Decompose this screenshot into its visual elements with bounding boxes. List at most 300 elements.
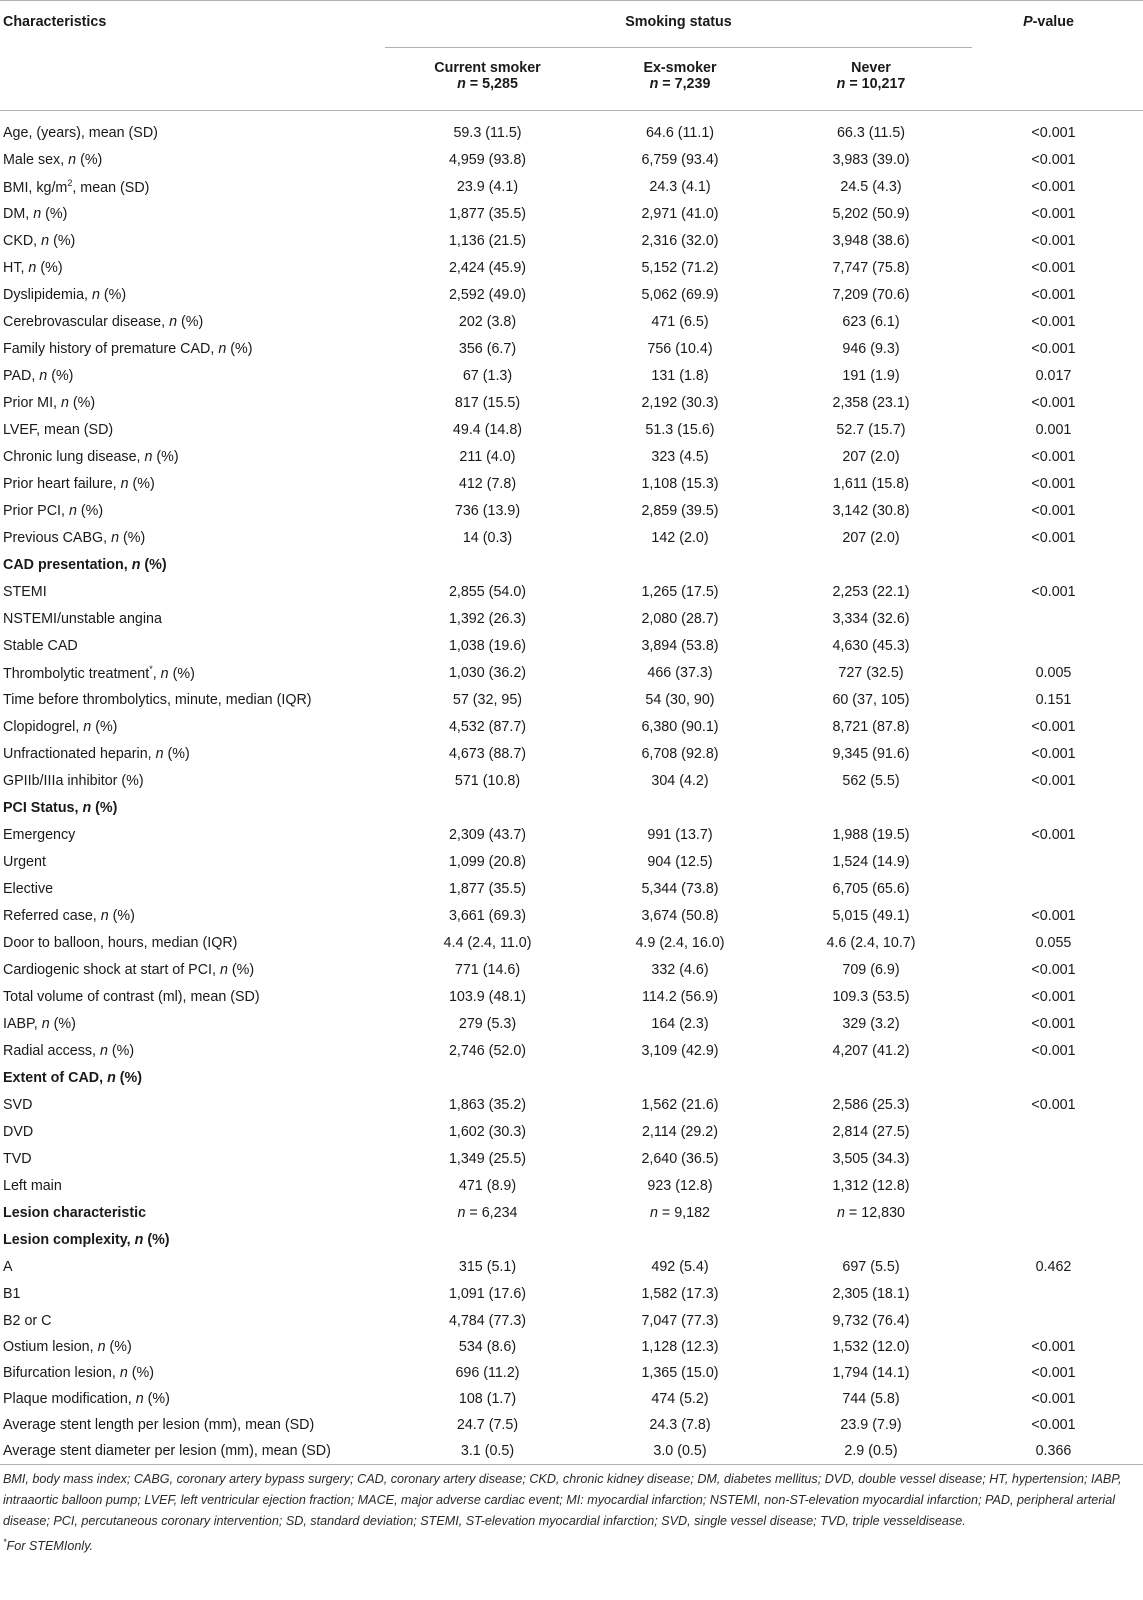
cell-p-value: <0.001 <box>1031 232 1076 249</box>
cell-never: 697 (5.5) <box>842 1258 900 1275</box>
table-row <box>0 173 1143 200</box>
table-row <box>0 686 1143 713</box>
cell-ex <box>590 1064 770 1091</box>
cell-ex: 1,128 (12.3) <box>641 1339 719 1355</box>
cell-ex: 164 (2.3) <box>651 1015 709 1032</box>
table-row <box>0 1360 1143 1386</box>
header-blank <box>0 76 385 111</box>
table-footnotes <box>3 1469 1139 1557</box>
cell-ex: 2,859 (39.5) <box>641 502 719 519</box>
row-label: CKD, n (%) <box>3 232 76 249</box>
cell-p-value: <0.001 <box>1031 151 1076 168</box>
row-label: DVD <box>3 1123 34 1140</box>
cell-never: 1,524 (14.9) <box>832 853 910 870</box>
section-row <box>0 1199 1143 1226</box>
row-label: Average stent diameter per lesion (mm), mean (SD) <box>0 1438 385 1465</box>
p-value-header <box>972 1 1143 50</box>
table-row <box>0 1334 1143 1360</box>
cell-ex <box>590 551 770 578</box>
cell-ex: 5,062 (69.9) <box>641 286 719 303</box>
cell-never: 60 (37, 105) <box>832 691 910 708</box>
cell-current: 534 (8.6) <box>458 1339 517 1355</box>
cell-p-value <box>972 551 1143 578</box>
cell-ex: 3,674 (50.8) <box>641 907 719 924</box>
cell-current: 1,038 (19.6) <box>448 637 527 654</box>
cell-current: 59.3 (11.5) <box>453 124 522 141</box>
cell-current: 2,746 (52.0) <box>448 1042 527 1059</box>
cell-never: 3,983 (39.0) <box>832 151 910 168</box>
cell-current: 2,424 (45.9) <box>448 259 527 276</box>
cell-never: 5,015 (49.1) <box>832 907 910 924</box>
group-current-n: n = 5,285 <box>385 76 590 111</box>
cell-current: 49.4 (14.8) <box>452 421 523 438</box>
cell-p-value: 0.462 <box>1035 1258 1072 1275</box>
cell-never: 562 (5.5) <box>842 772 900 789</box>
cell-ex: 323 (4.5) <box>651 448 709 465</box>
cell-p-value: 0.005 <box>1035 664 1072 681</box>
cell-never: 1,312 (12.8) <box>832 1177 910 1194</box>
cell-current <box>385 1064 590 1091</box>
cell-current: 24.7 (7.5) <box>456 1417 519 1433</box>
cell-current: 4,673 (88.7) <box>448 745 527 762</box>
cell-current: 103.9 (48.1) <box>448 988 527 1005</box>
header-row-2 <box>0 49 1143 76</box>
table-row <box>0 470 1143 497</box>
cell-current: 202 (3.8) <box>458 313 517 330</box>
cell-p-value: <0.001 <box>1031 286 1076 303</box>
cell-ex: 492 (5.4) <box>651 1258 709 1275</box>
cell-ex: 3.0 (0.5) <box>590 1438 770 1465</box>
cell-current: 23.9 (4.1) <box>456 178 519 195</box>
cell-ex: 2,640 (36.5) <box>641 1150 719 1167</box>
cell-p-value: <0.001 <box>1031 529 1076 546</box>
cell-p-value: 0.001 <box>1035 421 1072 438</box>
cell-never: 23.9 (7.9) <box>840 1417 902 1433</box>
cell-never: 207 (2.0) <box>842 529 900 546</box>
cell-never: 946 (9.3) <box>842 340 900 357</box>
row-label: B2 or C <box>3 1312 52 1329</box>
cell-p-value: <0.001 <box>1031 448 1076 465</box>
cell-ex: 54 (30, 90) <box>645 691 715 708</box>
cell-never <box>770 1226 972 1253</box>
cell-p-value: 0.017 <box>1035 367 1072 384</box>
header-row-1 <box>0 1 1143 50</box>
cell-p-value: <0.001 <box>1031 178 1076 195</box>
cell-p-value: <0.001 <box>1031 1391 1076 1407</box>
cell-current: 4.4 (2.4, 11.0) <box>443 934 532 951</box>
table-row <box>0 524 1143 551</box>
row-label: PAD, n (%) <box>3 367 74 384</box>
cell-p-value: <0.001 <box>1031 907 1076 924</box>
cell-never: 2,305 (18.1) <box>832 1285 910 1302</box>
cell-p-value: 0.151 <box>1035 691 1072 708</box>
cell-ex: 51.3 (15.6) <box>645 421 715 438</box>
cell-never: 2,358 (23.1) <box>832 394 910 411</box>
cell-ex: 3,894 (53.8) <box>641 637 719 654</box>
cell-p-value <box>972 632 1143 659</box>
cell-p-value <box>972 1145 1143 1172</box>
cell-never: 4,630 (45.3) <box>832 637 910 654</box>
cell-current: 356 (6.7) <box>458 340 517 357</box>
row-label: Plaque modification, n (%) <box>3 1391 170 1407</box>
row-label: Radial access, n (%) <box>3 1042 135 1059</box>
row-label: Thrombolytic treatment*, n (%) <box>3 663 195 682</box>
row-label: B1 <box>3 1285 21 1302</box>
table-row <box>0 1307 1143 1334</box>
table-body <box>0 119 1143 1465</box>
cell-current: 571 (10.8) <box>454 772 521 789</box>
star-footnote-text: For STEMIonly. <box>6 1539 94 1554</box>
table-row <box>0 767 1143 794</box>
table-row <box>0 1172 1143 1199</box>
table-row <box>0 254 1143 281</box>
cell-never: 9,345 (91.6) <box>832 745 910 762</box>
cell-current: 817 (15.5) <box>454 394 521 411</box>
cell-never: 6,705 (65.6) <box>832 880 910 897</box>
cell-current: 736 (13.9) <box>454 502 521 519</box>
cell-p-value: 0.366 <box>972 1438 1143 1465</box>
cell-ex: 24.3 (7.8) <box>649 1417 711 1433</box>
star-footnote <box>3 1532 1139 1557</box>
table-row <box>0 1280 1143 1307</box>
cell-current: 1,877 (35.5) <box>448 205 527 222</box>
cell-never: 3,334 (32.6) <box>832 610 910 627</box>
cell-never: 2.9 (0.5) <box>770 1438 972 1465</box>
cell-ex: 466 (37.3) <box>647 664 713 681</box>
spacer <box>0 111 1143 120</box>
table-row <box>0 227 1143 254</box>
cell-p-value <box>972 1307 1143 1334</box>
cell-current: 1,136 (21.5) <box>448 232 527 249</box>
cell-p-value: <0.001 <box>1031 259 1076 276</box>
cell-never: 2,814 (27.5) <box>832 1123 910 1140</box>
smoking-status-header <box>385 1 972 50</box>
cell-never: 4.6 (2.4, 10.7) <box>826 934 916 951</box>
section-label: Extent of CAD, n (%) <box>3 1069 143 1086</box>
cell-never: 66.3 (11.5) <box>836 124 906 141</box>
spacer-row <box>0 111 1143 120</box>
cell-p-value <box>972 1118 1143 1145</box>
smoking-status-divider <box>385 47 972 48</box>
cell-ex: 756 (10.4) <box>647 340 713 357</box>
cell-ex: 5,152 (71.2) <box>641 259 719 276</box>
row-label: Previous CABG, n (%) <box>3 529 146 546</box>
table-row <box>0 1010 1143 1037</box>
cell-p-value <box>972 1280 1143 1307</box>
cell-never: 727 (32.5) <box>838 664 904 681</box>
cell-never: 329 (3.2) <box>842 1015 900 1032</box>
cell-never: 2,586 (25.3) <box>832 1096 910 1113</box>
cell-current: 696 (11.2) <box>455 1365 520 1381</box>
cell-never: 744 (5.8) <box>842 1391 900 1407</box>
cell-p-value: <0.001 <box>1031 718 1076 735</box>
cell-never <box>770 794 972 821</box>
row-label: Urgent <box>3 853 46 870</box>
cell-never: 191 (1.9) <box>842 367 900 384</box>
row-label: Door to balloon, hours, median (IQR) <box>3 934 238 951</box>
cell-ex <box>590 1226 770 1253</box>
cell-ex: 6,708 (92.8) <box>641 745 719 762</box>
row-label: Average stent length per lesion (mm), mean (SD) <box>3 1417 315 1433</box>
cell-current: 2,592 (49.0) <box>448 286 527 303</box>
cell-never: 2,253 (22.1) <box>832 583 910 600</box>
cell-current: 67 (1.3) <box>462 367 513 384</box>
cell-p-value: <0.001 <box>1031 475 1076 492</box>
cell-p-value <box>972 1199 1143 1226</box>
cell-ex: 24.3 (4.1) <box>649 178 711 195</box>
table-row <box>0 740 1143 767</box>
cell-p-value: <0.001 <box>1031 394 1076 411</box>
cell-p-value: <0.001 <box>1031 502 1076 519</box>
table-row <box>0 200 1143 227</box>
cell-p-value <box>972 1226 1143 1253</box>
p-value-label: P-value <box>1023 14 1074 30</box>
table-row <box>0 578 1143 605</box>
cell-p-value <box>972 605 1143 632</box>
cell-ex: 1,365 (15.0) <box>641 1365 719 1381</box>
cell-current: 1,863 (35.2) <box>448 1096 527 1113</box>
cell-ex: 7,047 (77.3) <box>641 1312 719 1329</box>
cell-never: n = 12,830 <box>837 1204 905 1221</box>
section-row <box>0 1226 1143 1253</box>
cell-never: 24.5 (4.3) <box>840 178 902 195</box>
cell-never: 8,721 (87.8) <box>832 718 910 735</box>
row-label: Unfractionated heparin, n (%) <box>3 745 190 762</box>
cell-ex: 6,380 (90.1) <box>641 718 719 735</box>
table-row <box>0 389 1143 416</box>
group-current-header: Current smoker <box>434 60 541 76</box>
table-row <box>0 1386 1143 1412</box>
row-label: GPIIb/IIIa inhibitor (%) <box>3 772 144 789</box>
cell-never: 1,794 (14.1) <box>832 1365 910 1381</box>
table-row <box>0 902 1143 929</box>
cell-current: 14 (0.3) <box>462 529 513 546</box>
row-label: Male sex, n (%) <box>3 151 103 168</box>
cell-ex: 904 (12.5) <box>647 853 713 870</box>
cell-p-value: <0.001 <box>1031 1015 1076 1032</box>
header-blank <box>0 49 385 76</box>
table-row <box>0 983 1143 1010</box>
cell-current: 2,855 (54.0) <box>448 583 527 600</box>
cell-p-value <box>972 875 1143 902</box>
row-label: DM, n (%) <box>3 205 68 222</box>
table-row <box>0 848 1143 875</box>
cell-current: 1,877 (35.5) <box>448 880 527 897</box>
row-label: TVD <box>3 1150 32 1167</box>
cell-current: 1,349 (25.5) <box>448 1150 527 1167</box>
row-label: HT, n (%) <box>3 259 63 276</box>
cell-ex: 2,316 (32.0) <box>641 232 719 249</box>
row-label: Bifurcation lesion, n (%) <box>3 1365 154 1381</box>
cell-p-value: <0.001 <box>1031 1042 1076 1059</box>
section-row <box>0 551 1143 578</box>
cell-never: 7,209 (70.6) <box>832 286 910 303</box>
cell-ex: 114.2 (56.9) <box>641 988 719 1005</box>
cell-ex: 1,562 (21.6) <box>641 1096 719 1113</box>
row-label: Ostium lesion, n (%) <box>3 1339 132 1355</box>
row-label: Time before thrombolytics, minute, median (IQR) <box>3 691 312 708</box>
smoking-status-label: Smoking status <box>625 14 732 30</box>
cell-p-value <box>972 1172 1143 1199</box>
table-row <box>0 1037 1143 1064</box>
cell-p-value: <0.001 <box>1031 988 1076 1005</box>
table-row <box>0 362 1143 389</box>
cell-ex: 2,114 (29.2) <box>641 1123 719 1140</box>
section-row <box>0 1064 1143 1091</box>
section-label: Lesion complexity, n (%) <box>3 1231 170 1248</box>
cell-p-value: <0.001 <box>1031 1339 1076 1355</box>
table-row <box>0 416 1143 443</box>
row-label: Family history of premature CAD, n (%) <box>3 340 253 357</box>
table-row <box>0 1145 1143 1172</box>
cell-current: 412 (7.8) <box>458 475 517 492</box>
characteristics-header: Characteristics <box>0 1 385 50</box>
row-label: Cerebrovascular disease, n (%) <box>3 313 204 330</box>
cell-current <box>385 551 590 578</box>
section-row <box>0 794 1143 821</box>
header-blank <box>972 49 1143 76</box>
table-row <box>0 821 1143 848</box>
row-label: Chronic lung disease, n (%) <box>3 448 179 465</box>
table-row <box>0 119 1143 146</box>
row-label: NSTEMI/unstable angina <box>3 610 162 627</box>
cell-ex: 1,108 (15.3) <box>641 475 719 492</box>
cell-current: 2,309 (43.7) <box>448 826 527 843</box>
cell-p-value: 0.055 <box>1035 934 1072 951</box>
group-never-header: Never <box>851 60 891 76</box>
cell-p-value: <0.001 <box>1031 1096 1076 1113</box>
section-label: CAD presentation, n (%) <box>3 556 167 573</box>
header-row-3 <box>0 76 1143 111</box>
cell-p-value <box>972 794 1143 821</box>
cell-current: n = 6,234 <box>457 1204 518 1221</box>
cell-current: 1,091 (17.6) <box>448 1285 527 1302</box>
cell-never: 52.7 (15.7) <box>836 421 906 438</box>
cell-p-value: <0.001 <box>1031 1417 1076 1433</box>
cell-current: 57 (32, 95) <box>452 691 523 708</box>
row-label: BMI, $kg/m^2$, mean (SD) <box>3 177 150 196</box>
cell-never <box>770 1064 972 1091</box>
cell-never: 207 (2.0) <box>842 448 900 465</box>
cell-current: 211 (4.0) <box>459 448 516 465</box>
cell-current: 108 (1.7) <box>458 1391 517 1407</box>
cell-current: 1,602 (30.3) <box>448 1123 527 1140</box>
row-label: Age, (years), mean (SD) <box>3 124 158 141</box>
cell-never: 623 (6.1) <box>842 313 900 330</box>
row-label: Cardiogenic shock at start of PCI, n (%) <box>3 961 255 978</box>
cell-ex: 6,759 (93.4) <box>641 151 719 168</box>
cell-never: 5,202 (50.9) <box>832 205 910 222</box>
row-label: Stable CAD <box>3 637 78 654</box>
cell-p-value: <0.001 <box>1031 772 1076 789</box>
cell-p-value: <0.001 <box>1031 961 1076 978</box>
cell-current: 279 (5.3) <box>458 1015 517 1032</box>
row-label: IABP, n (%) <box>3 1015 76 1032</box>
cell-current: 771 (14.6) <box>454 961 521 978</box>
cell-never: 3,142 (30.8) <box>832 502 910 519</box>
cell-p-value: <0.001 <box>1031 340 1076 357</box>
row-label: Prior MI, n (%) <box>3 394 96 411</box>
table-row <box>0 443 1143 470</box>
cell-current <box>385 794 590 821</box>
cell-p-value: <0.001 <box>1031 124 1076 141</box>
row-label: STEMI <box>3 583 47 600</box>
table-row <box>0 632 1143 659</box>
row-label: Emergency <box>3 826 76 843</box>
cell-ex: 471 (6.5) <box>651 313 709 330</box>
cell-ex: 991 (13.7) <box>647 826 713 843</box>
table-row <box>0 605 1143 632</box>
cell-ex: 2,971 (41.0) <box>641 205 719 222</box>
cell-never: 1,988 (19.5) <box>832 826 910 843</box>
cell-ex: 304 (4.2) <box>651 772 709 789</box>
star-mark: * <box>3 1537 7 1547</box>
table-row <box>0 308 1143 335</box>
cell-never: 9,732 (76.4) <box>832 1312 910 1329</box>
cell-never: 3,505 (34.3) <box>832 1150 910 1167</box>
cell-current: 1,392 (26.3) <box>448 610 527 627</box>
cell-current: 471 (8.9) <box>458 1177 517 1194</box>
section-label: Lesion characteristic <box>3 1204 147 1221</box>
cell-p-value: <0.001 <box>1031 745 1076 762</box>
cell-current: 3,661 (69.3) <box>448 907 527 924</box>
table-row <box>0 713 1143 740</box>
cell-p-value: <0.001 <box>1031 826 1076 843</box>
cell-ex: 1,265 (17.5) <box>641 583 719 600</box>
table-row <box>0 659 1143 686</box>
cell-ex: 2,192 (30.3) <box>641 394 719 411</box>
cell-p-value: <0.001 <box>1031 583 1076 600</box>
cell-p-value <box>972 848 1143 875</box>
group-ex-header: Ex-smoker <box>643 60 717 76</box>
cell-ex: 923 (12.8) <box>647 1177 713 1194</box>
cell-never: 109.3 (53.5) <box>832 988 910 1005</box>
row-label: Prior heart failure, n (%) <box>3 475 155 492</box>
cell-ex <box>590 794 770 821</box>
cell-ex: 332 (4.6) <box>651 961 709 978</box>
cell-ex: 3,109 (42.9) <box>641 1042 719 1059</box>
row-label: Clopidogrel, n (%) <box>3 718 118 735</box>
header-blank <box>972 76 1143 111</box>
row-label: Left main <box>3 1177 62 1194</box>
table-row <box>0 1091 1143 1118</box>
cell-p-value: <0.001 <box>1031 205 1076 222</box>
group-ex-n: n = 7,239 <box>590 76 770 111</box>
table-row <box>0 875 1143 902</box>
table-row <box>0 281 1143 308</box>
cell-current: 1,030 (36.2) <box>448 664 527 681</box>
cell-ex: 2,080 (28.7) <box>641 610 719 627</box>
cell-current: 4,784 (77.3) <box>448 1312 527 1329</box>
cell-ex: 4.9 (2.4, 16.0) <box>635 934 725 951</box>
table-row <box>0 335 1143 362</box>
cell-current: 3.1 (0.5) <box>385 1438 590 1465</box>
row-label: LVEF, mean (SD) <box>3 421 114 438</box>
cell-ex: 474 (5.2) <box>651 1391 709 1407</box>
cell-current: 315 (5.1) <box>458 1258 517 1275</box>
table-row <box>0 1412 1143 1438</box>
table-row <box>0 497 1143 524</box>
cell-current <box>385 1226 590 1253</box>
cell-never: 4,207 (41.2) <box>832 1042 910 1059</box>
cell-current: 4,532 (87.7) <box>448 718 527 735</box>
cell-ex: 5,344 (73.8) <box>641 880 719 897</box>
cell-current: 1,099 (20.8) <box>448 853 527 870</box>
cell-p-value: <0.001 <box>1031 1365 1076 1381</box>
cell-never: 7,747 (75.8) <box>832 259 910 276</box>
cell-ex: 142 (2.0) <box>651 529 709 546</box>
row-label: A <box>3 1258 13 1275</box>
